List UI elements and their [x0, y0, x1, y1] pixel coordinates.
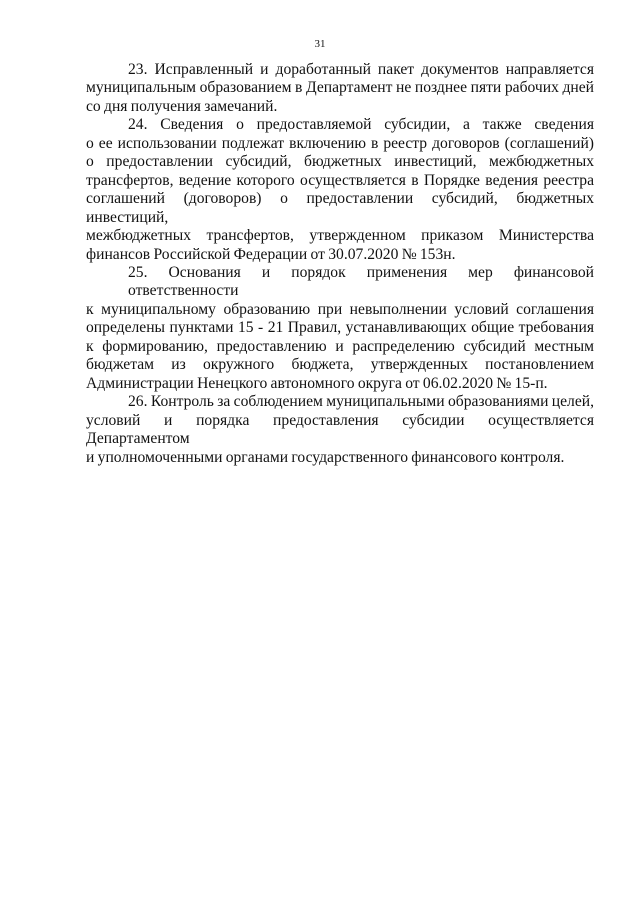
text-line: условий и порядка предоставления субсидии осуществляется Департаментом [86, 411, 594, 448]
text-line: к формированию, предоставлению и распределению субсидий местным [86, 337, 594, 355]
text-line: о предоставлении субсидий, бюджетных инвестиций, межбюджетных [86, 153, 594, 171]
paragraph-26 [86, 393, 594, 467]
text-line: 24. Сведения о предоставляемой субсидии, а также сведения [128, 116, 594, 134]
text-line: бюджетам из окружного бюджета, утвержденных постановлением [86, 356, 594, 374]
text-line: со дня получения замечаний. [86, 97, 278, 115]
text-line: 26. Контроль за соблюдением муниципальными образованиями целей, [128, 393, 594, 411]
paragraph-25 [86, 264, 594, 393]
text-line: финансов Российской Федерации от 30.07.2020 № 153н. [86, 245, 456, 263]
paragraph-24 [86, 116, 594, 264]
text-line: межбюджетных трансфертов, утвержденном приказом Министерства [86, 227, 594, 245]
text-line: к муниципальному образованию при невыполнении условий соглашения [86, 300, 594, 318]
text-line: о ее использовании подлежат включению в реестр договоров (соглашений) [86, 134, 594, 152]
document-body [86, 61, 594, 467]
text-line: и уполномоченными органами государственного финансового контроля. [86, 448, 565, 466]
text-line: 25. Основания и порядок применения мер финансовой ответственности [128, 263, 594, 300]
text-line: трансфертов, ведение которого осуществляется в Порядке ведения реестра [86, 171, 594, 189]
paragraph-23 [86, 61, 594, 116]
text-line: Администрации Ненецкого автономного округа от 06.02.2020 № 15-п. [86, 374, 548, 392]
text-line: определены пунктами 15 - 21 Правил, устанавливающих общие требования [86, 319, 594, 337]
page-number: 31 [314, 38, 326, 50]
text-line: 23. Исправленный и доработанный пакет документов направляется [128, 61, 594, 78]
text-line: муниципальным образованием в Департамент не позднее пяти рабочих дней [86, 79, 594, 97]
text-line: соглашений (договоров) о предоставлении субсидий, бюджетных инвестиций, [86, 190, 594, 226]
